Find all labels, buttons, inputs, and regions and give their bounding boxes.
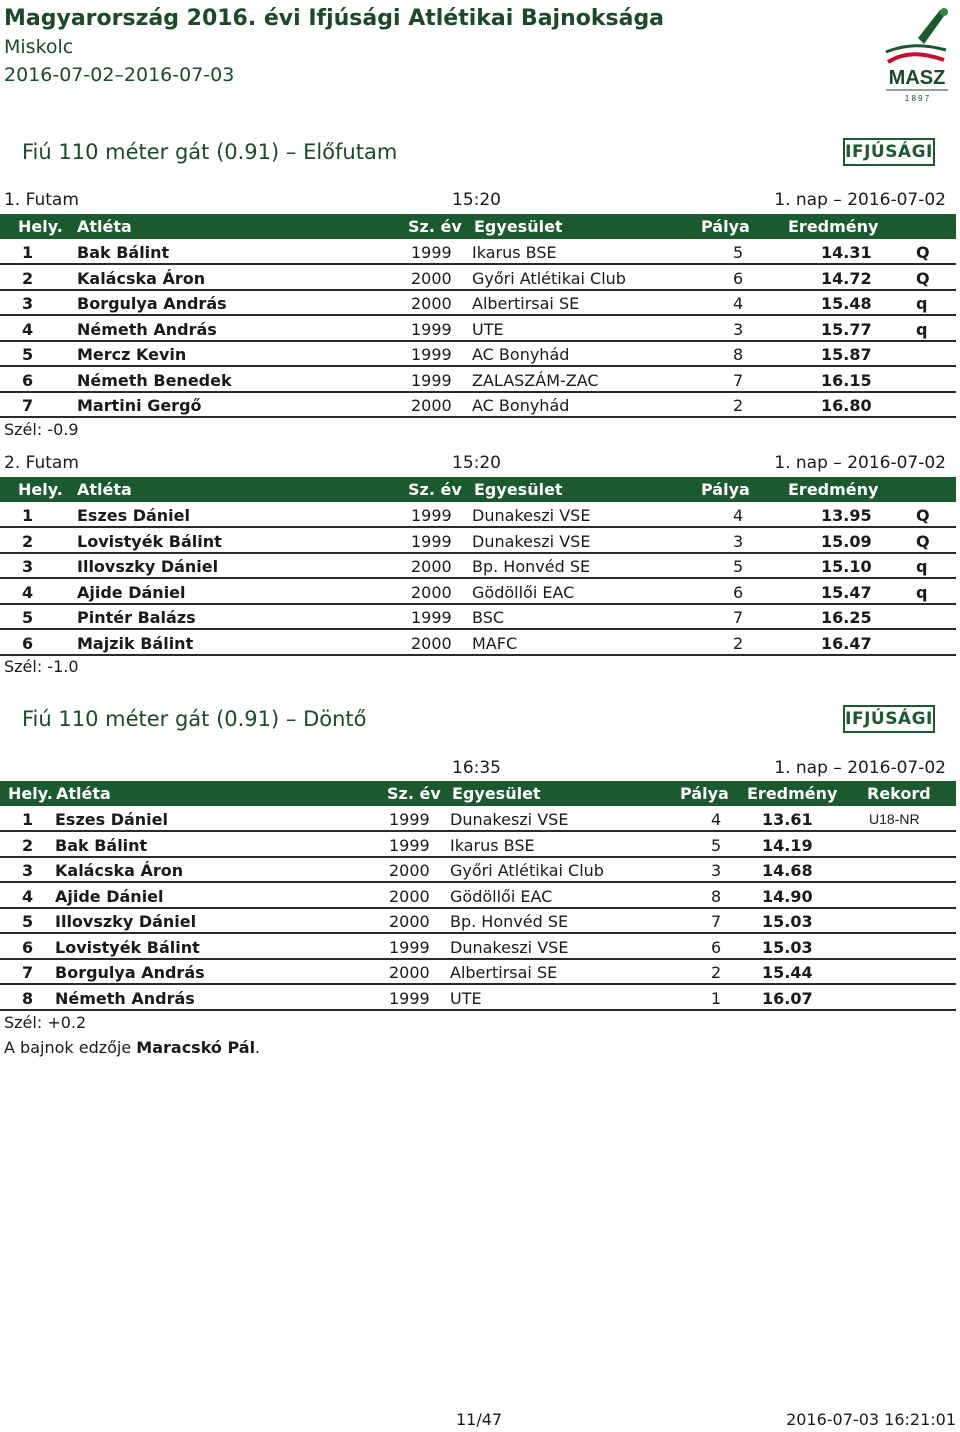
qualification-mark: Q [916, 268, 930, 288]
rank-cell: 7 [22, 396, 34, 415]
athlete-name: Eszes Dániel [77, 506, 190, 525]
lane-number: 6 [733, 582, 744, 602]
rank-cell: 5 [22, 608, 34, 627]
result-value: 15.03 [762, 937, 813, 957]
qualification-mark: q [916, 582, 928, 602]
logo-swoosh-green [886, 46, 946, 52]
result-value: 16.25 [821, 608, 872, 627]
heat-header [4, 453, 946, 475]
lane-number: 4 [711, 810, 722, 829]
col-result: Eredmény [788, 480, 879, 499]
lane-number: 1 [711, 988, 722, 1008]
table-row [0, 240, 956, 265]
rank-cell: 6 [22, 937, 34, 957]
birth-year: 1999 [411, 370, 452, 390]
lane-number: 7 [733, 608, 744, 627]
col-athlete: Atléta [77, 480, 132, 499]
result-value: 13.61 [762, 810, 813, 829]
club-name: Dunakeszi VSE [450, 937, 569, 957]
athlete-name: Pintér Balázs [77, 608, 196, 627]
result-value: 16.07 [762, 988, 813, 1008]
table-row [0, 631, 956, 656]
result-value: 13.95 [821, 506, 872, 525]
result-value: 14.90 [762, 886, 813, 906]
birth-year: 1999 [389, 835, 430, 855]
table-row [0, 291, 956, 316]
table-row [0, 807, 956, 832]
result-value: 15.44 [762, 963, 813, 982]
athlete-name: Illovszky Dániel [77, 557, 219, 576]
final-time: 16:35 [452, 758, 501, 778]
logo-swoosh-red [888, 54, 944, 62]
col-record: Rekord [867, 784, 931, 803]
lane-number: 4 [733, 506, 744, 525]
city: Miskolc [4, 36, 74, 58]
rank-cell: 2 [22, 268, 34, 288]
lane-number: 4 [733, 294, 744, 313]
coach-name: Maracskó Pál [136, 1038, 256, 1057]
lane-number: 8 [733, 345, 744, 364]
club-name: UTE [472, 319, 504, 339]
col-year: Sz. év [408, 217, 462, 236]
table-row [0, 503, 956, 528]
athlete-name: Lovistyék Bálint [77, 531, 222, 551]
table-row [0, 833, 956, 858]
athlete-name: Németh András [55, 988, 195, 1008]
athlete-name: Bak Bálint [55, 835, 148, 855]
athlete-name: Németh András [77, 319, 217, 339]
col-lane: Pálya [701, 480, 750, 499]
birth-year: 2000 [389, 963, 430, 982]
club-name: UTE [450, 988, 482, 1008]
result-value: 16.15 [821, 370, 872, 390]
coach-note [4, 1038, 260, 1057]
birth-year: 1999 [411, 608, 452, 627]
birth-year: 2000 [411, 294, 452, 313]
lane-number: 3 [711, 861, 722, 880]
club-name: Dunakeszi VSE [472, 531, 591, 551]
table-row [0, 884, 956, 909]
table-row [0, 266, 956, 291]
athlete-name: Kalácska Áron [77, 268, 206, 288]
coach-prefix: A bajnok edzője [4, 1038, 137, 1057]
heat-day: 1. nap – 2016-07-02 [774, 453, 946, 473]
result-value: 14.68 [762, 861, 813, 880]
qualification-mark: Q [916, 243, 930, 262]
lane-number: 5 [733, 243, 744, 262]
logo-figure [918, 10, 944, 44]
col-athlete: Atléta [56, 784, 111, 803]
result-value: 15.48 [821, 294, 872, 313]
birth-year: 2000 [411, 582, 452, 602]
athlete-name: Kalácska Áron [55, 861, 184, 880]
table-header [0, 781, 956, 806]
club-name: AC Bonyhád [472, 345, 570, 364]
final-day: 1. nap – 2016-07-02 [774, 758, 946, 778]
table-row [0, 935, 956, 960]
athlete-name: Borgulya András [55, 963, 205, 982]
result-value: 14.19 [762, 835, 813, 855]
coach-suffix: . [255, 1038, 261, 1057]
club-name: Albertirsai SE [472, 294, 580, 313]
athlete-name: Ajide Dániel [55, 886, 164, 906]
col-lane: Pálya [680, 784, 729, 803]
rank-cell: 4 [22, 319, 34, 339]
lane-number: 5 [733, 557, 744, 576]
section-title-preliminary: Fiú 110 méter gát (0.91) – Előfutam [22, 140, 398, 164]
table-header [0, 477, 956, 502]
masz-logo [878, 4, 956, 104]
logo-year: 1 8 9 7 [904, 94, 930, 103]
result-value: 15.10 [821, 557, 872, 576]
qualification-mark: q [916, 319, 928, 339]
col-lane: Pálya [701, 217, 750, 236]
wind-reading: Szél: -0.9 [4, 420, 79, 439]
lane-number: 6 [711, 937, 722, 957]
table-header [0, 214, 956, 239]
rank-cell: 3 [22, 294, 34, 313]
club-name: Bp. Honvéd SE [450, 912, 569, 931]
final-header [4, 758, 946, 780]
table-row [0, 986, 956, 1011]
rank-cell: 2 [22, 531, 34, 551]
lane-number: 3 [733, 531, 744, 551]
club-name: Ikarus BSE [450, 835, 535, 855]
col-club: Egyesület [474, 480, 563, 499]
lane-number: 2 [733, 633, 744, 653]
birth-year: 1999 [411, 531, 452, 551]
result-value: 16.80 [821, 396, 872, 415]
athlete-name: Majzik Bálint [77, 633, 194, 653]
table-row [0, 393, 956, 418]
table-row [0, 529, 956, 554]
birth-year: 1999 [389, 810, 430, 829]
club-name: Ikarus BSE [472, 243, 557, 262]
result-value: 14.31 [821, 243, 872, 262]
rank-cell: 6 [22, 633, 34, 653]
table-row [0, 342, 956, 367]
lane-number: 7 [711, 912, 722, 931]
birth-year: 1999 [411, 243, 452, 262]
lane-number: 3 [733, 319, 744, 339]
rank-cell: 4 [22, 582, 34, 602]
birth-year: 1999 [411, 319, 452, 339]
club-name: Bp. Honvéd SE [472, 557, 591, 576]
lane-number: 2 [733, 396, 744, 415]
rank-cell: 5 [22, 912, 34, 931]
col-rank: Hely. [18, 217, 63, 236]
date-range: 2016-07-02–2016-07-03 [4, 64, 235, 86]
rank-cell: 5 [22, 345, 34, 364]
logo-head [940, 8, 948, 16]
heat-header [4, 190, 946, 212]
birth-year: 2000 [411, 557, 452, 576]
club-name: Győri Atlétikai Club [472, 268, 626, 288]
heat-day: 1. nap – 2016-07-02 [774, 190, 946, 210]
club-name: ZALASZÁM-ZAC [472, 370, 599, 390]
rank-cell: 4 [22, 886, 34, 906]
birth-year: 2000 [389, 861, 430, 880]
table-row [0, 580, 956, 605]
birth-year: 2000 [389, 912, 430, 931]
result-value: 14.72 [821, 268, 872, 288]
club-name: MAFC [472, 633, 518, 653]
rank-cell: 7 [22, 963, 34, 982]
logo-text: MASZ [888, 67, 946, 89]
col-club: Egyesület [474, 217, 563, 236]
col-year: Sz. év [387, 784, 441, 803]
birth-year: 1999 [411, 506, 452, 525]
club-name: Dunakeszi VSE [472, 506, 591, 525]
lane-number: 5 [711, 835, 722, 855]
athlete-name: Borgulya András [77, 294, 227, 313]
col-athlete: Atléta [77, 217, 132, 236]
category-badge: IFJÚSÁGI [843, 138, 935, 166]
qualification-mark: q [916, 294, 928, 313]
table-row [0, 317, 956, 342]
result-value: 15.87 [821, 345, 872, 364]
athlete-name: Bak Bálint [77, 243, 170, 262]
heat-label: 2. Futam [4, 453, 79, 473]
heat-label: 1. Futam [4, 190, 79, 210]
birth-year: 2000 [411, 633, 452, 653]
result-value: 15.77 [821, 319, 872, 339]
qualification-mark: Q [916, 531, 930, 551]
athlete-name: Németh Benedek [77, 370, 232, 390]
birth-year: 1999 [411, 345, 452, 364]
section-title-final: Fiú 110 méter gát (0.91) – Döntő [22, 707, 367, 731]
table-row [0, 605, 956, 630]
wind-reading: Szél: -1.0 [4, 657, 79, 676]
record-mark: U18-NR [869, 811, 920, 827]
heat-time: 15:20 [452, 190, 501, 210]
birth-year: 1999 [389, 988, 430, 1008]
birth-year: 1999 [389, 937, 430, 957]
lane-number: 6 [733, 268, 744, 288]
col-result: Eredmény [788, 217, 879, 236]
athlete-name: Mercz Kevin [77, 345, 187, 364]
table-row [0, 909, 956, 934]
athlete-name: Illovszky Dániel [55, 912, 197, 931]
result-value: 16.47 [821, 633, 872, 653]
club-name: BSC [472, 608, 505, 627]
club-name: AC Bonyhád [472, 396, 570, 415]
athlete-name: Eszes Dániel [55, 810, 168, 829]
table-row [0, 368, 956, 393]
athlete-name: Ajide Dániel [77, 582, 186, 602]
col-rank: Hely. [18, 480, 63, 499]
birth-year: 2000 [411, 396, 452, 415]
lane-number: 8 [711, 886, 722, 906]
rank-cell: 2 [22, 835, 34, 855]
qualification-mark: q [916, 557, 928, 576]
club-name: Dunakeszi VSE [450, 810, 569, 829]
championship-title: Magyarország 2016. évi Ifjúsági Atlétikai Bajnoksága [4, 6, 665, 31]
rank-cell: 3 [22, 861, 34, 880]
rank-cell: 8 [22, 988, 34, 1008]
athlete-name: Lovistyék Bálint [55, 937, 200, 957]
lane-number: 2 [711, 963, 722, 982]
club-name: Győri Atlétikai Club [450, 861, 604, 880]
club-name: Gödöllői EAC [450, 886, 553, 906]
rank-cell: 1 [22, 810, 34, 829]
heat-time: 15:20 [452, 453, 501, 473]
birth-year: 2000 [411, 268, 452, 288]
qualification-mark: Q [916, 506, 930, 525]
table-row [0, 554, 956, 579]
rank-cell: 3 [22, 557, 34, 576]
col-year: Sz. év [408, 480, 462, 499]
table-row [0, 960, 956, 985]
athlete-name: Martini Gergő [77, 396, 202, 415]
rank-cell: 1 [22, 506, 34, 525]
rank-cell: 6 [22, 370, 34, 390]
print-timestamp: 2016-07-03 16:21:01 [786, 1410, 956, 1429]
col-club: Egyesület [452, 784, 541, 803]
club-name: Albertirsai SE [450, 963, 558, 982]
club-name: Gödöllői EAC [472, 582, 575, 602]
table-row [0, 858, 956, 883]
wind-reading: Szél: +0.2 [4, 1013, 87, 1032]
col-rank: Hely. [8, 784, 53, 803]
result-value: 15.03 [762, 912, 813, 931]
result-value: 15.47 [821, 582, 872, 602]
col-result: Eredmény [747, 784, 838, 803]
page-number: 11/47 [456, 1410, 503, 1429]
result-value: 15.09 [821, 531, 872, 551]
rank-cell: 1 [22, 243, 34, 262]
lane-number: 7 [733, 370, 744, 390]
birth-year: 2000 [389, 886, 430, 906]
category-badge: IFJÚSÁGI [843, 705, 935, 733]
